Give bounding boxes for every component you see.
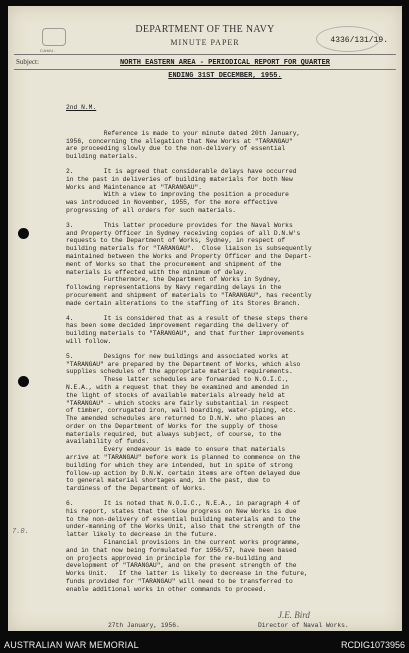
- department-heading: DEPARTMENT OF THE NAVY: [135, 24, 275, 35]
- signature: J.E. Bird: [278, 610, 310, 620]
- archive-id: RCDIG1073956: [340, 640, 405, 650]
- paragraph-2: 2. It is agreed that considerable delays have occurred in the past in deliveries of building materials for both New Works and Maintenance at "TARANGAU". With a view to improving the position a procedure was introduced in November, 1955, for the more effective progressing of all orders for such materials.: [66, 167, 297, 214]
- memo-date: 27th January, 1956.: [108, 622, 180, 629]
- paragraph-1: Reference is made to your minute dated 20th January, 1956, concerning the allegation that New Works at "TARANGAU" are proceeding slowly due to the non-delivery of essential building materials.: [66, 129, 301, 161]
- crest-caption: CAMU.: [40, 48, 56, 53]
- subject-line-1: NORTH EASTERN AREA - PERIODICAL REPORT FOR QUARTER: [119, 59, 331, 67]
- punch-hole: [18, 228, 29, 239]
- paragraph-5: 5. Designs for new buildings and associated works at "TARANGAU" are prepared by the Department of Works, which also supplies schedules of the appropriate material requirements. These latter schedules are forwarded to N.O.I.C., N.E.A., with a request that they be examined and amended in the light of stocks of available materials already held at "TARANGAU" - which stocks are fairly substantial in respect of timber, corrugated iron, wall boarding, water-piping, etc. The amended schedules are returned to D.N.W. who places an order on the Department of Works for the supply of those materials required, but always subject, of course, to the availability of funds. Every endeavour is made to ensure that materials arrive at "TARANGAU" before work is planned to commence on the building for which they are intended, but in spite of strong follow-up action by D.N.W. certain items are often delayed due to general material shortages and, in the past, due to tardiness of the Department of Works.: [66, 352, 301, 493]
- subject-label: Subject:: [16, 58, 39, 66]
- paragraph-4: 4. It is considered that as a result of these steps there has been some decided improvement regarding the delivery of building materials to "TARANGAU", and that further improvements will follow.: [66, 314, 308, 345]
- addressee: 2nd N.M.: [66, 104, 97, 111]
- archive-credit: AUSTRALIAN WAR MEMORIAL: [4, 640, 139, 650]
- divider: [14, 69, 396, 70]
- divider: [14, 54, 396, 55]
- file-reference: 4336/131/19.: [330, 36, 388, 45]
- subject-line-2: ENDING 31ST DECEMBER, 1955.: [168, 72, 282, 80]
- memo-body: [66, 104, 396, 601]
- paragraph-6: 6. It is noted that N.O.I.C., N.E.A., in paragraph 4 of his report, states that the slow progress on New Works is due to the non-delivery of essential building materials and to the under-manning of the Works Unit, also that the strength of the latter likely to decrease in the future. Financial provisions in the current works programme, and in that now being formulated for 1956/57, have been based on projects approved in principle for the re-building and development of "TARANGAU", and on the present strength of the Works Unit. If the latter is likely to decrease in the future, funds provided for "TARANGAU" will need to be transferred to enable additional works in other commands to proceed.: [66, 500, 308, 593]
- signatory-title: Director of Naval Works.: [258, 622, 349, 629]
- margin-annotation: 7.0.: [12, 528, 29, 536]
- paragraph-3: 3. This latter procedure provides for the Naval Works and Property Officer in Sydney receiving copies of all D.N.W's requests to the Department of Works, Sydney, in respect of building materials for "TARANGAU". Close liaison is subsequently maintained between the Works and Property Officer and the Depart- ment of Works so that the procurement and shipment of the materials is effected with the minimum of delay. Furthermore, the Department of Works in Sydney, following representations by Navy regarding delays in the procurement and shipment of materials to "TARANGAU", has recently made certain alterations to the staffing of its Stores Branch.: [66, 221, 312, 307]
- form-title: MINUTE PAPER: [170, 38, 240, 47]
- minute-paper-sheet: [8, 6, 402, 631]
- punch-hole: [18, 376, 29, 387]
